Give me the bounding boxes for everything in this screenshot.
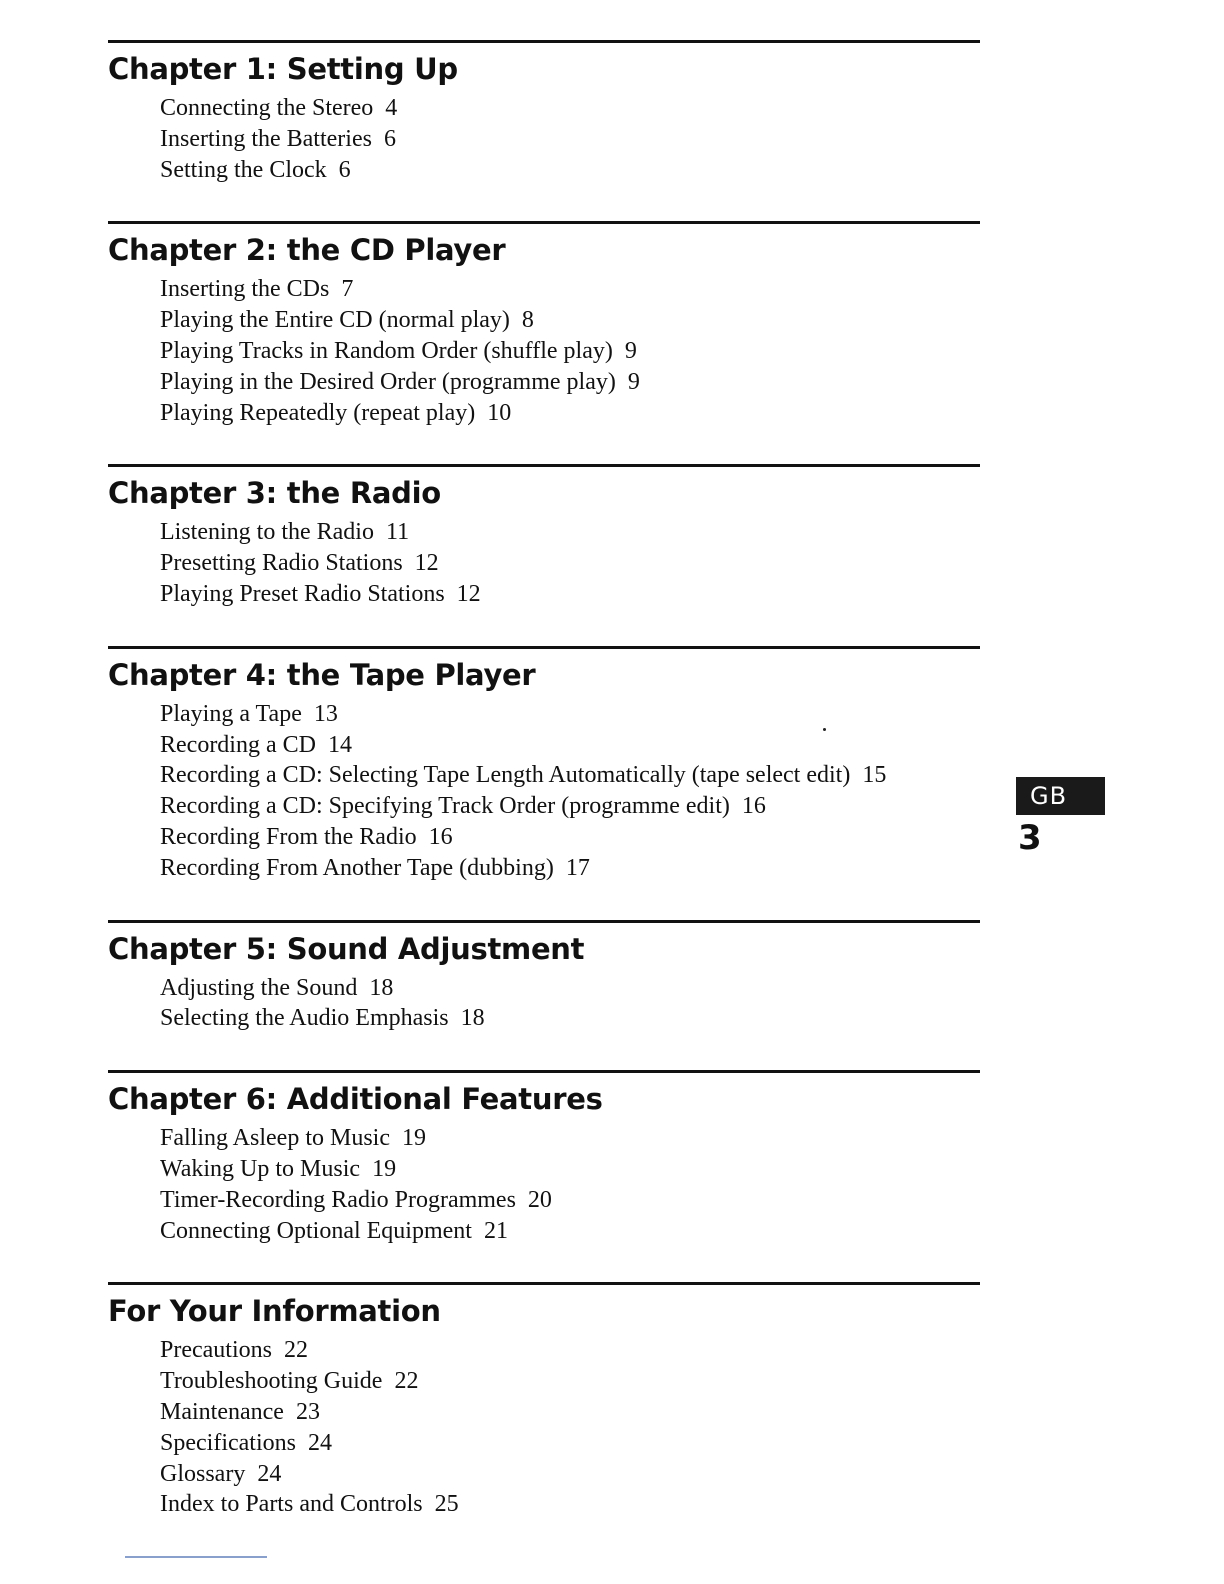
toc-entry bbox=[160, 760, 980, 791]
entry-list bbox=[108, 1123, 980, 1246]
entry-page-number: 12 bbox=[414, 550, 439, 577]
toc-entry bbox=[160, 155, 980, 186]
toc-entry bbox=[160, 398, 980, 429]
section-title: For Your Information bbox=[108, 1294, 441, 1329]
toc-entry bbox=[160, 1459, 980, 1490]
entry-label: Connecting the Stereo bbox=[160, 95, 374, 121]
entry-page-number: 15 bbox=[862, 762, 887, 789]
toc-entry bbox=[160, 1003, 980, 1034]
section-title: Chapter 5: Sound Adjustment bbox=[108, 931, 585, 966]
toc-entry bbox=[160, 124, 980, 155]
entry-label: Presetting Radio Stations bbox=[160, 550, 403, 577]
section-title: Chapter 4: the Tape Player bbox=[108, 657, 536, 692]
entry-label: Playing the Entire CD (normal play) bbox=[160, 307, 510, 334]
entry-page-number: 13 bbox=[313, 700, 338, 727]
entry-list bbox=[108, 1335, 980, 1520]
entry-label: Falling Asleep to Music bbox=[160, 1125, 390, 1152]
toc-entry bbox=[160, 1428, 980, 1459]
entry-page-number: 11 bbox=[385, 519, 410, 546]
entry-label: Precautions bbox=[160, 1337, 272, 1364]
toc-entry bbox=[160, 730, 980, 761]
entry-page-number: 6 bbox=[338, 156, 351, 183]
toc-entry bbox=[160, 1154, 980, 1185]
entry-list bbox=[108, 274, 980, 428]
entry-label: Selecting the Audio Emphasis bbox=[160, 1005, 449, 1032]
entry-label: Inserting the Batteries bbox=[160, 125, 372, 152]
entry-page-number: 8 bbox=[521, 307, 534, 334]
toc-entry bbox=[160, 305, 980, 336]
entry-page-number: 25 bbox=[434, 1491, 459, 1518]
entry-page-number: 14 bbox=[327, 731, 352, 758]
entry-page-number: 16 bbox=[741, 793, 766, 820]
toc-section-chapter-6 bbox=[108, 1070, 980, 1246]
entry-label: Specifications bbox=[160, 1429, 296, 1456]
entry-label: Maintenance bbox=[160, 1398, 284, 1425]
entry-page-number: 18 bbox=[460, 1005, 485, 1032]
section-title: Chapter 6: Additional Features bbox=[108, 1082, 603, 1117]
toc-entry bbox=[160, 1185, 980, 1216]
language-tab-badge: GB bbox=[1016, 777, 1105, 815]
entry-page-number: 10 bbox=[487, 399, 512, 426]
toc-entry bbox=[160, 367, 980, 398]
entry-label: Setting the Clock bbox=[160, 156, 327, 183]
toc-entry bbox=[160, 336, 980, 367]
entry-list bbox=[108, 517, 980, 609]
entry-page-number: 24 bbox=[257, 1460, 282, 1487]
entry-list bbox=[108, 699, 980, 884]
entry-page-number: 19 bbox=[402, 1125, 426, 1152]
scan-speck bbox=[823, 728, 826, 731]
entry-label: Index to Parts and Controls bbox=[160, 1491, 423, 1518]
entry-page-number: 20 bbox=[527, 1186, 552, 1213]
entry-label: Listening to the Radio bbox=[160, 519, 374, 546]
entry-list bbox=[108, 93, 980, 185]
toc-section-chapter-1 bbox=[108, 40, 980, 185]
entry-label: Recording a CD: Selecting Tape Length Automatically (tape select edit) bbox=[160, 762, 851, 789]
entry-label: Playing a Tape bbox=[160, 700, 302, 727]
entry-page-number: 23 bbox=[295, 1398, 320, 1425]
entry-label: Playing in the Desired Order (programme play) bbox=[160, 368, 616, 395]
entry-label: Recording From the Radio bbox=[160, 823, 417, 850]
bottom-rule bbox=[125, 1556, 267, 1558]
entry-label: Playing Tracks in Random Order (shuffle play) bbox=[160, 337, 613, 364]
entry-page-number: 22 bbox=[283, 1337, 308, 1364]
entry-page-number: 24 bbox=[307, 1429, 332, 1456]
entry-label: Recording a CD: Specifying Track Order (programme edit) bbox=[160, 793, 730, 820]
table-of-contents bbox=[108, 40, 980, 1556]
entry-label: Connecting Optional Equipment bbox=[160, 1217, 472, 1244]
toc-section-chapter-3 bbox=[108, 464, 980, 609]
entry-page-number: 6 bbox=[383, 125, 396, 152]
entry-page-number: 16 bbox=[428, 823, 453, 850]
toc-entry bbox=[160, 1397, 980, 1428]
entry-page-number: 22 bbox=[394, 1368, 419, 1395]
page-number: 3 bbox=[1018, 818, 1042, 858]
toc-section-chapter-4 bbox=[108, 646, 980, 884]
toc-entry bbox=[160, 517, 980, 548]
entry-label: Playing Repeatedly (repeat play) bbox=[160, 399, 476, 426]
section-title: Chapter 2: the CD Player bbox=[108, 233, 506, 268]
toc-entry bbox=[160, 1366, 980, 1397]
toc-entry bbox=[160, 1123, 980, 1154]
entry-page-number: 18 bbox=[369, 974, 394, 1001]
toc-entry bbox=[160, 548, 980, 579]
entry-label: Glossary bbox=[160, 1460, 246, 1487]
entry-label: Recording From Another Tape (dubbing) bbox=[160, 854, 554, 881]
entry-page-number: 17 bbox=[565, 854, 590, 881]
entry-page-number: 9 bbox=[627, 368, 640, 395]
entry-label: Waking Up to Music bbox=[160, 1155, 361, 1182]
entry-label: Inserting the CDs bbox=[160, 276, 330, 303]
entry-page-number: 4 bbox=[385, 95, 398, 121]
entry-page-number: 21 bbox=[483, 1217, 508, 1244]
toc-entry bbox=[160, 853, 980, 884]
entry-label: Timer-Recording Radio Programmes bbox=[160, 1186, 516, 1213]
toc-entry bbox=[160, 822, 980, 853]
entry-list bbox=[108, 973, 980, 1035]
entry-page-number: 9 bbox=[624, 337, 637, 364]
toc-entry bbox=[160, 1335, 980, 1366]
toc-entry bbox=[160, 1489, 980, 1520]
toc-entry bbox=[160, 274, 980, 305]
toc-entry bbox=[160, 93, 980, 124]
toc-section-chapter-2 bbox=[108, 221, 980, 428]
entry-label: Recording a CD bbox=[160, 731, 316, 758]
toc-entry bbox=[160, 699, 980, 730]
toc-entry bbox=[160, 579, 980, 610]
toc-entry bbox=[160, 973, 980, 1004]
entry-page-number: 12 bbox=[456, 580, 481, 607]
entry-page-number: 7 bbox=[341, 276, 354, 303]
section-title: Chapter 3: the Radio bbox=[108, 476, 441, 511]
entry-label: Adjusting the Sound bbox=[160, 974, 358, 1001]
entry-page-number: 19 bbox=[372, 1155, 397, 1182]
toc-entry bbox=[160, 1216, 980, 1247]
toc-section-chapter-5 bbox=[108, 920, 980, 1035]
toc-section-for-your-information bbox=[108, 1282, 980, 1520]
entry-label: Playing Preset Radio Stations bbox=[160, 580, 445, 607]
toc-entry bbox=[160, 791, 980, 822]
section-title: Chapter 1: Setting Up bbox=[108, 52, 458, 86]
entry-label: Troubleshooting Guide bbox=[160, 1368, 383, 1395]
